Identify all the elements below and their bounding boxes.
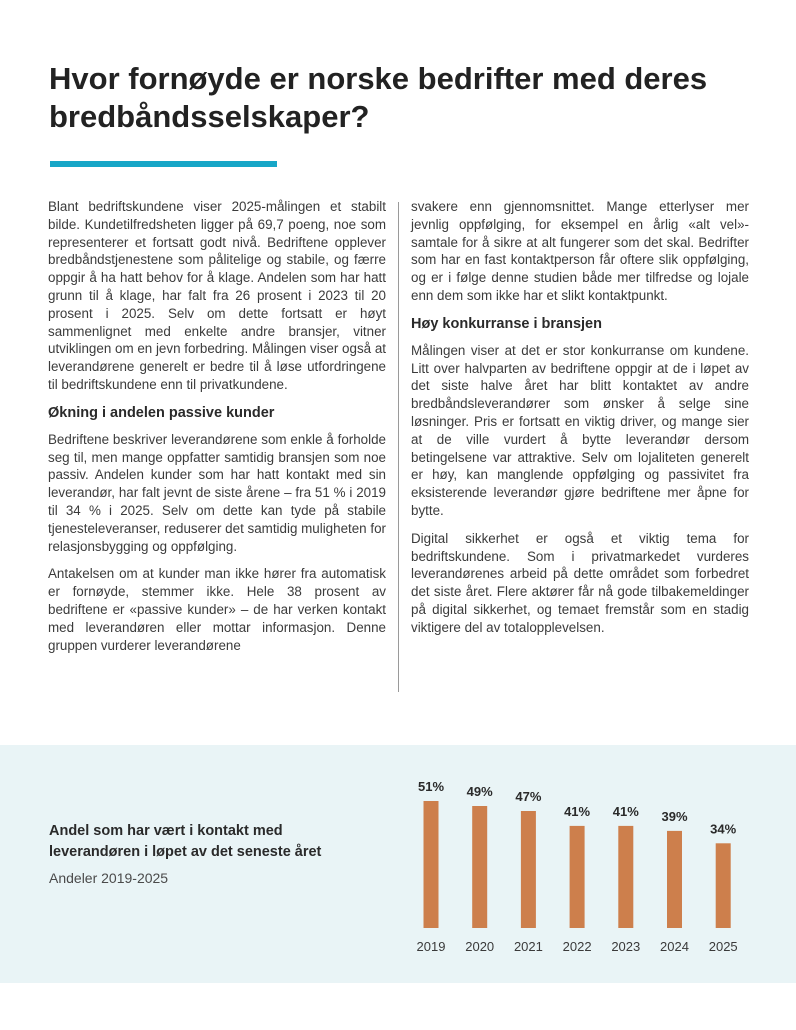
bar-2022 [570,826,585,928]
category-label-2025: 2025 [708,939,738,954]
category-label-2020: 2020 [465,939,495,954]
chart-subtitle: Andeler 2019-2025 [49,870,169,886]
article-column-right [411,198,749,647]
bar-2020 [472,806,487,928]
title-accent-rule [50,161,277,167]
competition-paragraph: Målingen viser at det er stor konkurranse om kundene. Litt over halvparten av bedriftene oppgir at de i løpet av det siste halve året har blitt kontaktet av andre bredbåndsleverandører som ønsker å selge sine løsninger. Pris er fortsatt en viktig driver, og mange sier at de ville vurdert å bytte leverandør dersom betingelsene var attraktive. Selv om lojaliteten generelt er høy, kan manglende oppfølging og passivitet fra eksisterende leverandør gjøre bedriftene mer åpne for bytte. [411,342,749,518]
bar-chart [400,745,780,983]
value-label-2024: 39% [661,808,688,824]
passive-customers-paragraph: Bedriftene beskriver leverandørene som enkle å forholde seg til, men mange oppfatter samtidig bransjen som noe passiv. Andelen kunder som har hatt kontakt med sin leverandør, har falt jevnt de siste årene – fra 51 % i 2019 til 34 % i 2025. Selv om dette kan tyde på stabile tjenesteleveranser, reduserer det samtidig muligheten for relasjonsbygging og oppfølging. [48,431,386,554]
bar-2021 [521,811,536,928]
followup-paragraph: svakere enn gjennomsnittet. Mange etterlyser mer jevnlig oppfølging, for eksempel en årlig «alt vel»-samtale for å sikre at alt fungerer som det skal. Bedrifter som har en fast kontaktperson får oftere slik oppfølging, og er i følge denne studien både mer tilfredse og lojale enn dem som ikke har et slikt kontaktpunkt. [411,199,749,303]
bar-2023 [618,826,633,928]
article-column-left [48,198,386,664]
passive-customers-paragraph-2: Antakelsen om at kunder man ikke hører fra automatisk er fornøyde, stemmer ikke. Hele 38 prosent av bedriftene er «passive kunder» – de har verken kontakt med leverandøren eller mottar informasjon. Denne gruppen vurderer leverandørene [48,566,386,653]
bar-2019 [424,801,439,928]
chart-title: Andel som har vært i kontakt med leverandøren i løpet av det seneste året [49,823,322,860]
bar-2024 [667,831,682,928]
category-label-2022: 2022 [562,939,592,954]
value-label-2025: 34% [710,821,737,837]
intro-paragraph: Blant bedriftskundene viser 2025-målingen et stabilt bilde. Kundetilfredsheten ligger på 69,7 poeng, noe som representerer et fortsatt godt nivå. Bedriftene opplever bredbåndstjenestene som pålitelige og stabile, og færre oppgir å ha hatt behov for å klage. Andelen som har hatt grunn til å klage, har falt fra 26 prosent i 2023 til 20 prosent i 2025. Selv om dette fortsatt er høyt sammenlignet med enkelte andre bransjer, vitner utviklingen om en jevn forbedring. Målingen viser også at leverandørene generelt er bedre til å løse utfordringene til bedriftskundene enn til privatkundene. [48,199,386,392]
value-label-2019: 51% [417,779,445,794]
category-label-2019: 2019 [416,939,446,954]
value-label-2022: 41% [564,803,591,819]
value-label-2021: 47% [515,789,542,804]
digital-security-paragraph: Digital sikkerhet er også et viktig tema for bedriftskundene. Som i privatmarkedet vurderes leverandørenes arbeid på dette området som forbedret det siste året. Flere aktører får nå gode tilbakemeldinger på digital sikkerhet, og temaet fremstår som en stadig viktigere del av totalopplevelsen. [411,530,749,635]
column-divider [398,202,399,692]
page-title: Hvor fornøyde er norske bedrifter med deres bredbåndsselskaper? [49,61,708,134]
chart-panel [0,745,796,983]
section-heading-passive-customers: Økning i andelen passive kunder [48,404,275,421]
value-label-2020: 49% [466,784,493,799]
category-label-2021: 2021 [513,939,543,954]
category-label-2024: 2024 [660,939,689,954]
value-label-2023: 41% [612,803,639,819]
category-label-2023: 2023 [611,939,641,954]
bar-2025 [716,843,731,928]
section-heading-competition: Høy konkurranse i bransjen [411,315,602,332]
